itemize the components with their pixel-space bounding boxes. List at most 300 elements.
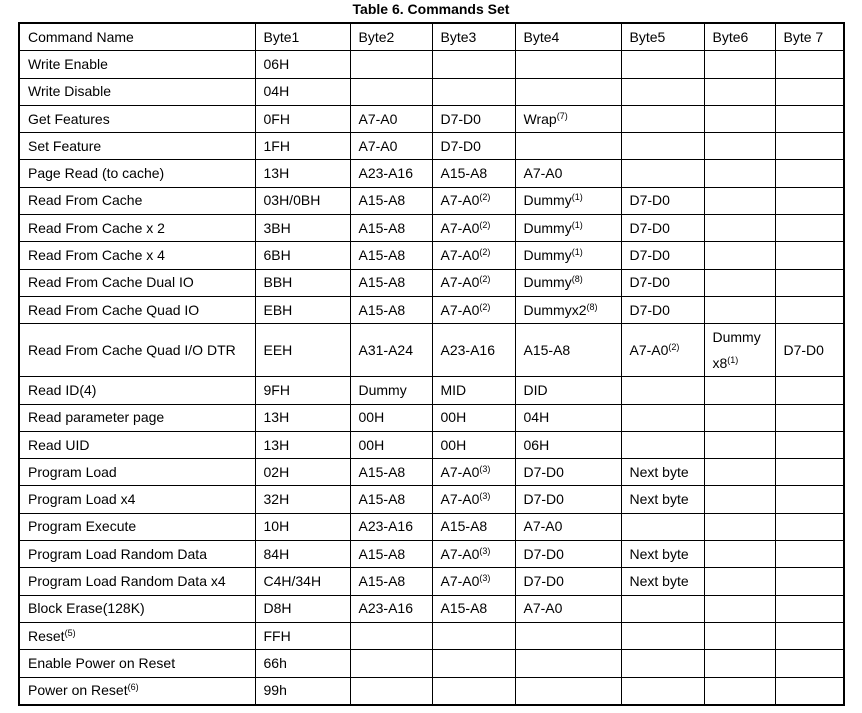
- byte-cell: [350, 242, 432, 269]
- byte-cell: [621, 568, 704, 595]
- command-name-cell: [19, 541, 255, 568]
- byte-cell: [621, 377, 704, 404]
- byte-cell: [704, 513, 775, 540]
- cell-text: C4H/34H: [263, 572, 322, 589]
- table-row: [19, 677, 844, 705]
- byte-cell: [432, 324, 515, 377]
- cell-text: DID: [523, 381, 548, 398]
- byte-cell: [432, 404, 515, 431]
- byte-cell: [621, 187, 704, 214]
- byte-cell: [515, 133, 621, 160]
- cell-text: Wrap: [523, 110, 557, 127]
- cell-text: 13H: [263, 165, 290, 182]
- cell-text: D7-D0: [523, 545, 564, 562]
- table-row: [19, 187, 844, 214]
- footnote-mark: (2): [479, 247, 491, 258]
- cell-text: A15-A8: [358, 572, 406, 589]
- byte-cell: [621, 431, 704, 458]
- cell-text: 06H: [523, 436, 550, 453]
- byte-cell: [515, 296, 621, 323]
- table-row: [19, 242, 844, 269]
- byte-cell: [704, 105, 775, 132]
- cell-text: 02H: [263, 463, 290, 480]
- byte-cell: [350, 431, 432, 458]
- cell-text: 84H: [263, 545, 290, 562]
- byte-cell: [621, 269, 704, 296]
- cell-text: EBH: [263, 301, 293, 318]
- byte-cell: [515, 160, 621, 187]
- cell-text: A7-A0: [523, 600, 563, 617]
- byte-cell: [350, 187, 432, 214]
- byte-cell: [775, 269, 844, 296]
- footnote-mark: (2): [479, 301, 491, 312]
- byte-cell: [704, 459, 775, 486]
- byte-cell: [515, 431, 621, 458]
- command-name-cell: [19, 215, 255, 242]
- byte-cell: [432, 242, 515, 269]
- table-row: [19, 377, 844, 404]
- cell-text: Reset: [28, 627, 65, 644]
- cell-text: 04H: [523, 409, 550, 426]
- table-row: [19, 324, 844, 377]
- table-row: [19, 105, 844, 132]
- footnote-mark: (2): [479, 274, 491, 285]
- table-row: [19, 160, 844, 187]
- byte-cell: [255, 133, 350, 160]
- footnote-mark: (8): [571, 274, 583, 285]
- cell-text: 00H: [440, 436, 467, 453]
- byte-cell: [432, 677, 515, 705]
- cell-text: A15-A8: [358, 491, 406, 508]
- cell-text: A7-A0: [440, 572, 480, 589]
- byte-cell: [432, 78, 515, 105]
- byte-cell: [350, 568, 432, 595]
- byte-cell: [775, 459, 844, 486]
- cell-text: A7-A0: [440, 301, 480, 318]
- byte-cell: [775, 105, 844, 132]
- byte-cell: [515, 541, 621, 568]
- cell-text: 13H: [263, 409, 290, 426]
- cell-text: A15-A8: [358, 463, 406, 480]
- byte-cell: [432, 513, 515, 540]
- cell-text: A7-A0: [523, 518, 563, 535]
- byte-cell: [255, 105, 350, 132]
- table-title: Table 6. Commands Set: [352, 1, 510, 17]
- cell-text: A7-A0: [440, 219, 480, 236]
- byte-cell: [704, 324, 775, 377]
- cell-text: A7-A0: [440, 491, 480, 508]
- cell-text: Write Disable: [28, 83, 111, 100]
- table-row: [19, 650, 844, 677]
- command-name-cell: [19, 650, 255, 677]
- byte-cell: [515, 377, 621, 404]
- cell-text: A31-A24: [358, 341, 413, 358]
- byte-cell: [621, 622, 704, 649]
- cell-text: D7-D0: [783, 341, 824, 358]
- table-row: [19, 296, 844, 323]
- column-header: Byte6: [704, 23, 775, 51]
- byte-cell: [255, 324, 350, 377]
- byte-cell: [255, 541, 350, 568]
- cell-text: D7-D0: [523, 463, 564, 480]
- cell-text: A23-A16: [358, 600, 413, 617]
- table-row: [19, 595, 844, 622]
- byte-cell: [350, 486, 432, 513]
- cell-text: 6BH: [263, 247, 291, 264]
- byte-cell: [775, 541, 844, 568]
- command-name-cell: [19, 595, 255, 622]
- cell-text: A7-A0: [440, 247, 480, 264]
- byte-cell: [775, 568, 844, 595]
- byte-cell: [432, 377, 515, 404]
- byte-cell: [515, 187, 621, 214]
- cell-text: A15-A8: [358, 301, 406, 318]
- byte-cell: [621, 677, 704, 705]
- byte-cell: [775, 133, 844, 160]
- byte-cell: [621, 133, 704, 160]
- command-name-cell: [19, 622, 255, 649]
- byte-cell: [255, 51, 350, 78]
- footnote-mark: (3): [479, 545, 491, 556]
- cell-text: Read From Cache Dual IO: [28, 274, 194, 291]
- cell-text: Program Execute: [28, 518, 137, 535]
- command-name-cell: [19, 51, 255, 78]
- cell-text: Program Load Random Data x4: [28, 572, 226, 589]
- byte-cell: [432, 431, 515, 458]
- cell-text: D7-D0: [440, 137, 481, 154]
- command-name-cell: [19, 404, 255, 431]
- footnote-mark: (3): [479, 463, 491, 474]
- cell-text: D7-D0: [629, 247, 670, 264]
- byte-cell: [704, 595, 775, 622]
- cell-text: Next byte: [629, 572, 689, 589]
- table-row: [19, 78, 844, 105]
- cell-text: Read From Cache Quad IO: [28, 301, 200, 318]
- byte-cell: [621, 296, 704, 323]
- cell-text: D8H: [263, 600, 292, 617]
- byte-cell: [350, 78, 432, 105]
- cell-text: Dummy: [523, 219, 572, 236]
- byte-cell: [255, 595, 350, 622]
- byte-cell: [704, 160, 775, 187]
- byte-cell: [255, 677, 350, 705]
- byte-cell: [255, 486, 350, 513]
- byte-cell: [255, 513, 350, 540]
- footnote-mark: (3): [479, 572, 491, 583]
- table-row: [19, 133, 844, 160]
- command-name-cell: [19, 296, 255, 323]
- byte-cell: [621, 78, 704, 105]
- byte-cell: [704, 215, 775, 242]
- byte-cell: [621, 51, 704, 78]
- command-name-cell: [19, 269, 255, 296]
- byte-cell: [515, 595, 621, 622]
- byte-cell: [704, 677, 775, 705]
- byte-cell: [775, 622, 844, 649]
- byte-cell: [432, 105, 515, 132]
- byte-cell: [775, 160, 844, 187]
- footnote-mark: (1): [571, 219, 583, 230]
- command-name-cell: [19, 377, 255, 404]
- table-row: [19, 568, 844, 595]
- cell-text: D7-D0: [629, 274, 670, 291]
- byte-cell: [621, 459, 704, 486]
- cell-text: Write Enable: [28, 55, 108, 72]
- byte-cell: [350, 513, 432, 540]
- byte-cell: [621, 650, 704, 677]
- byte-cell: [350, 459, 432, 486]
- byte-cell: [432, 269, 515, 296]
- command-name-cell: [19, 133, 255, 160]
- byte-cell: [515, 324, 621, 377]
- command-name-cell: [19, 187, 255, 214]
- cell-text: A15-A8: [440, 165, 488, 182]
- byte-cell: [350, 133, 432, 160]
- byte-cell: [515, 404, 621, 431]
- cell-text: 0FH: [263, 110, 290, 127]
- byte-cell: [432, 595, 515, 622]
- cell-text: Read From Cache x 4: [28, 247, 165, 264]
- byte-cell: [255, 459, 350, 486]
- byte-cell: [515, 459, 621, 486]
- cell-text: D7-D0: [523, 572, 564, 589]
- byte-cell: [621, 324, 704, 377]
- byte-cell: [621, 215, 704, 242]
- table-row: [19, 404, 844, 431]
- cell-text: BBH: [263, 274, 293, 291]
- cell-text: EEH: [263, 341, 293, 358]
- byte-cell: [621, 595, 704, 622]
- cell-text: A15-A8: [440, 518, 488, 535]
- byte-cell: [704, 296, 775, 323]
- byte-cell: [704, 78, 775, 105]
- cell-text: 3BH: [263, 219, 291, 236]
- cell-text: Power on Reset: [28, 682, 128, 699]
- cell-text: A7-A0: [440, 463, 480, 480]
- byte-cell: [432, 622, 515, 649]
- byte-cell: [432, 296, 515, 323]
- byte-cell: [621, 404, 704, 431]
- byte-cell: [350, 595, 432, 622]
- byte-cell: [255, 242, 350, 269]
- byte-cell: [775, 513, 844, 540]
- cell-text: Read UID: [28, 436, 90, 453]
- cell-text: A23-A16: [440, 341, 495, 358]
- byte-cell: [515, 242, 621, 269]
- cell-text: Dummy: [523, 274, 572, 291]
- byte-cell: [255, 431, 350, 458]
- cell-text: A15-A8: [358, 545, 406, 562]
- command-name-cell: [19, 513, 255, 540]
- command-name-cell: [19, 324, 255, 377]
- cell-text: 32H: [263, 491, 290, 508]
- byte-cell: [775, 242, 844, 269]
- byte-cell: [775, 51, 844, 78]
- cell-text: A15-A8: [358, 219, 406, 236]
- cell-text: Page Read (to cache): [28, 165, 165, 182]
- cell-text: Read From Cache Quad I/O DTR: [28, 342, 236, 359]
- command-name-cell: [19, 78, 255, 105]
- cell-text: Dummyx2: [523, 301, 587, 318]
- cell-text: 00H: [358, 409, 385, 426]
- cell-text: Dummy: [523, 192, 572, 209]
- command-name-cell: [19, 242, 255, 269]
- byte-cell: [704, 541, 775, 568]
- cell-text: 99h: [263, 682, 287, 699]
- cell-text: Block Erase(128K): [28, 600, 145, 617]
- byte-cell: [515, 105, 621, 132]
- cell-text: Next byte: [629, 491, 689, 508]
- byte-cell: [350, 269, 432, 296]
- byte-cell: [350, 677, 432, 705]
- cell-text: A7-A0: [629, 341, 669, 358]
- byte-cell: [515, 568, 621, 595]
- byte-cell: [515, 269, 621, 296]
- cell-text: 66h: [263, 654, 287, 671]
- byte-cell: [775, 377, 844, 404]
- column-header: Command Name: [19, 23, 255, 51]
- byte-cell: [432, 187, 515, 214]
- cell-text: 1FH: [263, 137, 290, 154]
- byte-cell: [775, 78, 844, 105]
- cell-text: A23-A16: [358, 518, 413, 535]
- cell-text: Read From Cache: [28, 192, 143, 209]
- cell-text: D7-D0: [440, 110, 481, 127]
- column-header: Byte5: [621, 23, 704, 51]
- byte-cell: [515, 622, 621, 649]
- byte-cell: [775, 404, 844, 431]
- cell-text: Dummy: [523, 247, 572, 264]
- command-name-cell: [19, 431, 255, 458]
- byte-cell: [621, 486, 704, 513]
- table-row: [19, 431, 844, 458]
- table-row: [19, 622, 844, 649]
- byte-cell: [621, 160, 704, 187]
- byte-cell: [432, 541, 515, 568]
- cell-text: A15-A8: [523, 341, 571, 358]
- command-name-cell: [19, 160, 255, 187]
- byte-cell: [255, 160, 350, 187]
- byte-cell: [621, 541, 704, 568]
- cell-text: Next byte: [629, 545, 689, 562]
- byte-cell: [775, 431, 844, 458]
- column-header: Byte 7: [775, 23, 844, 51]
- cell-text: 06H: [263, 55, 290, 72]
- cell-text: Read ID(4): [28, 381, 97, 398]
- byte-cell: [621, 242, 704, 269]
- column-header: Byte1: [255, 23, 350, 51]
- byte-cell: [515, 215, 621, 242]
- cell-text: 10H: [263, 518, 290, 535]
- table-row: [19, 215, 844, 242]
- cell-text: A7-A0: [523, 165, 563, 182]
- footnote-mark: (7): [556, 110, 568, 121]
- byte-cell: [704, 242, 775, 269]
- cell-text: 9FH: [263, 381, 290, 398]
- byte-cell: [255, 215, 350, 242]
- cell-text: Program Load Random Data: [28, 545, 207, 562]
- cell-text: MID: [440, 381, 467, 398]
- byte-cell: [350, 404, 432, 431]
- byte-cell: [432, 650, 515, 677]
- byte-cell: [350, 650, 432, 677]
- cell-text: A15-A8: [440, 600, 488, 617]
- byte-cell: [621, 105, 704, 132]
- cell-text: Next byte: [629, 463, 689, 480]
- cell-text: D7-D0: [629, 192, 670, 209]
- byte-cell: [515, 650, 621, 677]
- table-row: [19, 51, 844, 78]
- cell-text: Dummy x8: [712, 329, 761, 372]
- byte-cell: [704, 650, 775, 677]
- footnote-mark: (2): [479, 219, 491, 230]
- byte-cell: [255, 296, 350, 323]
- cell-text: Read parameter page: [28, 409, 165, 426]
- byte-cell: [350, 622, 432, 649]
- cell-text: Enable Power on Reset: [28, 654, 176, 671]
- command-name-cell: [19, 105, 255, 132]
- byte-cell: [775, 187, 844, 214]
- command-name-cell: [19, 459, 255, 486]
- byte-cell: [515, 513, 621, 540]
- cell-text: 13H: [263, 436, 290, 453]
- cell-text: 00H: [440, 409, 467, 426]
- byte-cell: [515, 486, 621, 513]
- cell-text: D7-D0: [629, 301, 670, 318]
- byte-cell: [350, 105, 432, 132]
- cell-text: Dummy: [358, 381, 407, 398]
- cell-text: D7-D0: [523, 491, 564, 508]
- byte-cell: [515, 78, 621, 105]
- cell-text: A7-A0: [358, 110, 398, 127]
- byte-cell: [704, 377, 775, 404]
- byte-cell: [432, 568, 515, 595]
- byte-cell: [704, 269, 775, 296]
- footnote-mark: (3): [479, 491, 491, 502]
- cell-text: Get Features: [28, 110, 110, 127]
- cell-text: FFH: [263, 627, 291, 644]
- cell-text: 03H/0BH: [263, 192, 321, 209]
- byte-cell: [350, 296, 432, 323]
- cell-text: A15-A8: [358, 247, 406, 264]
- byte-cell: [350, 160, 432, 187]
- footnote-mark: (2): [668, 341, 680, 352]
- byte-cell: [350, 541, 432, 568]
- byte-cell: [255, 404, 350, 431]
- cell-text: 00H: [358, 436, 385, 453]
- byte-cell: [775, 595, 844, 622]
- table-row: [19, 513, 844, 540]
- byte-cell: [255, 568, 350, 595]
- byte-cell: [704, 568, 775, 595]
- byte-cell: [775, 324, 844, 377]
- footnote-mark: (8): [586, 301, 598, 312]
- byte-cell: [515, 677, 621, 705]
- byte-cell: [432, 160, 515, 187]
- byte-cell: [255, 650, 350, 677]
- byte-cell: [432, 215, 515, 242]
- byte-cell: [350, 51, 432, 78]
- byte-cell: [704, 133, 775, 160]
- cell-text: Set Feature: [28, 137, 102, 154]
- byte-cell: [432, 486, 515, 513]
- cell-text: Read From Cache x 2: [28, 219, 165, 236]
- byte-cell: [775, 486, 844, 513]
- header-row: [19, 23, 844, 51]
- byte-cell: [255, 622, 350, 649]
- commands-table: [18, 22, 845, 706]
- cell-text: 04H: [263, 83, 290, 100]
